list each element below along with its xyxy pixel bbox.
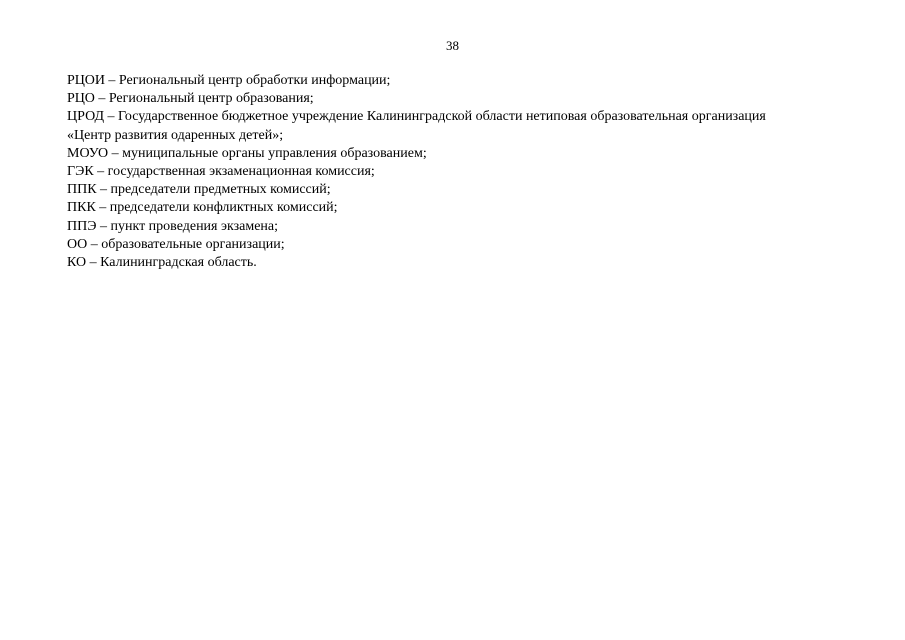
list-item: ОО – образовательные организации; <box>67 236 285 252</box>
abbreviation-list <box>67 72 847 272</box>
list-item: РЦО – Региональный центр образования; <box>67 91 314 107</box>
list-item: ЦРОД – Государственное бюджетное учреждение Калининградской области нетиповая образовательная организация <box>67 109 766 125</box>
list-item: ППК – председатели предметных комиссий; <box>67 182 331 198</box>
page-number: 38 <box>446 38 459 53</box>
list-item: ППЭ – пункт проведения экзамена; <box>67 218 279 234</box>
list-item: КО – Калининградская область. <box>67 255 257 271</box>
list-item: «Центр развития одаренных детей»; <box>67 127 284 143</box>
list-item: ГЭК – государственная экзаменационная комиссия; <box>67 164 375 180</box>
list-item: РЦОИ – Региональный центр обработки информации; <box>67 73 391 88</box>
list-item: МОУО – муниципальные органы управления образованием; <box>67 145 427 161</box>
list-item: ПКК – председатели конфликтных комиссий; <box>67 200 338 216</box>
